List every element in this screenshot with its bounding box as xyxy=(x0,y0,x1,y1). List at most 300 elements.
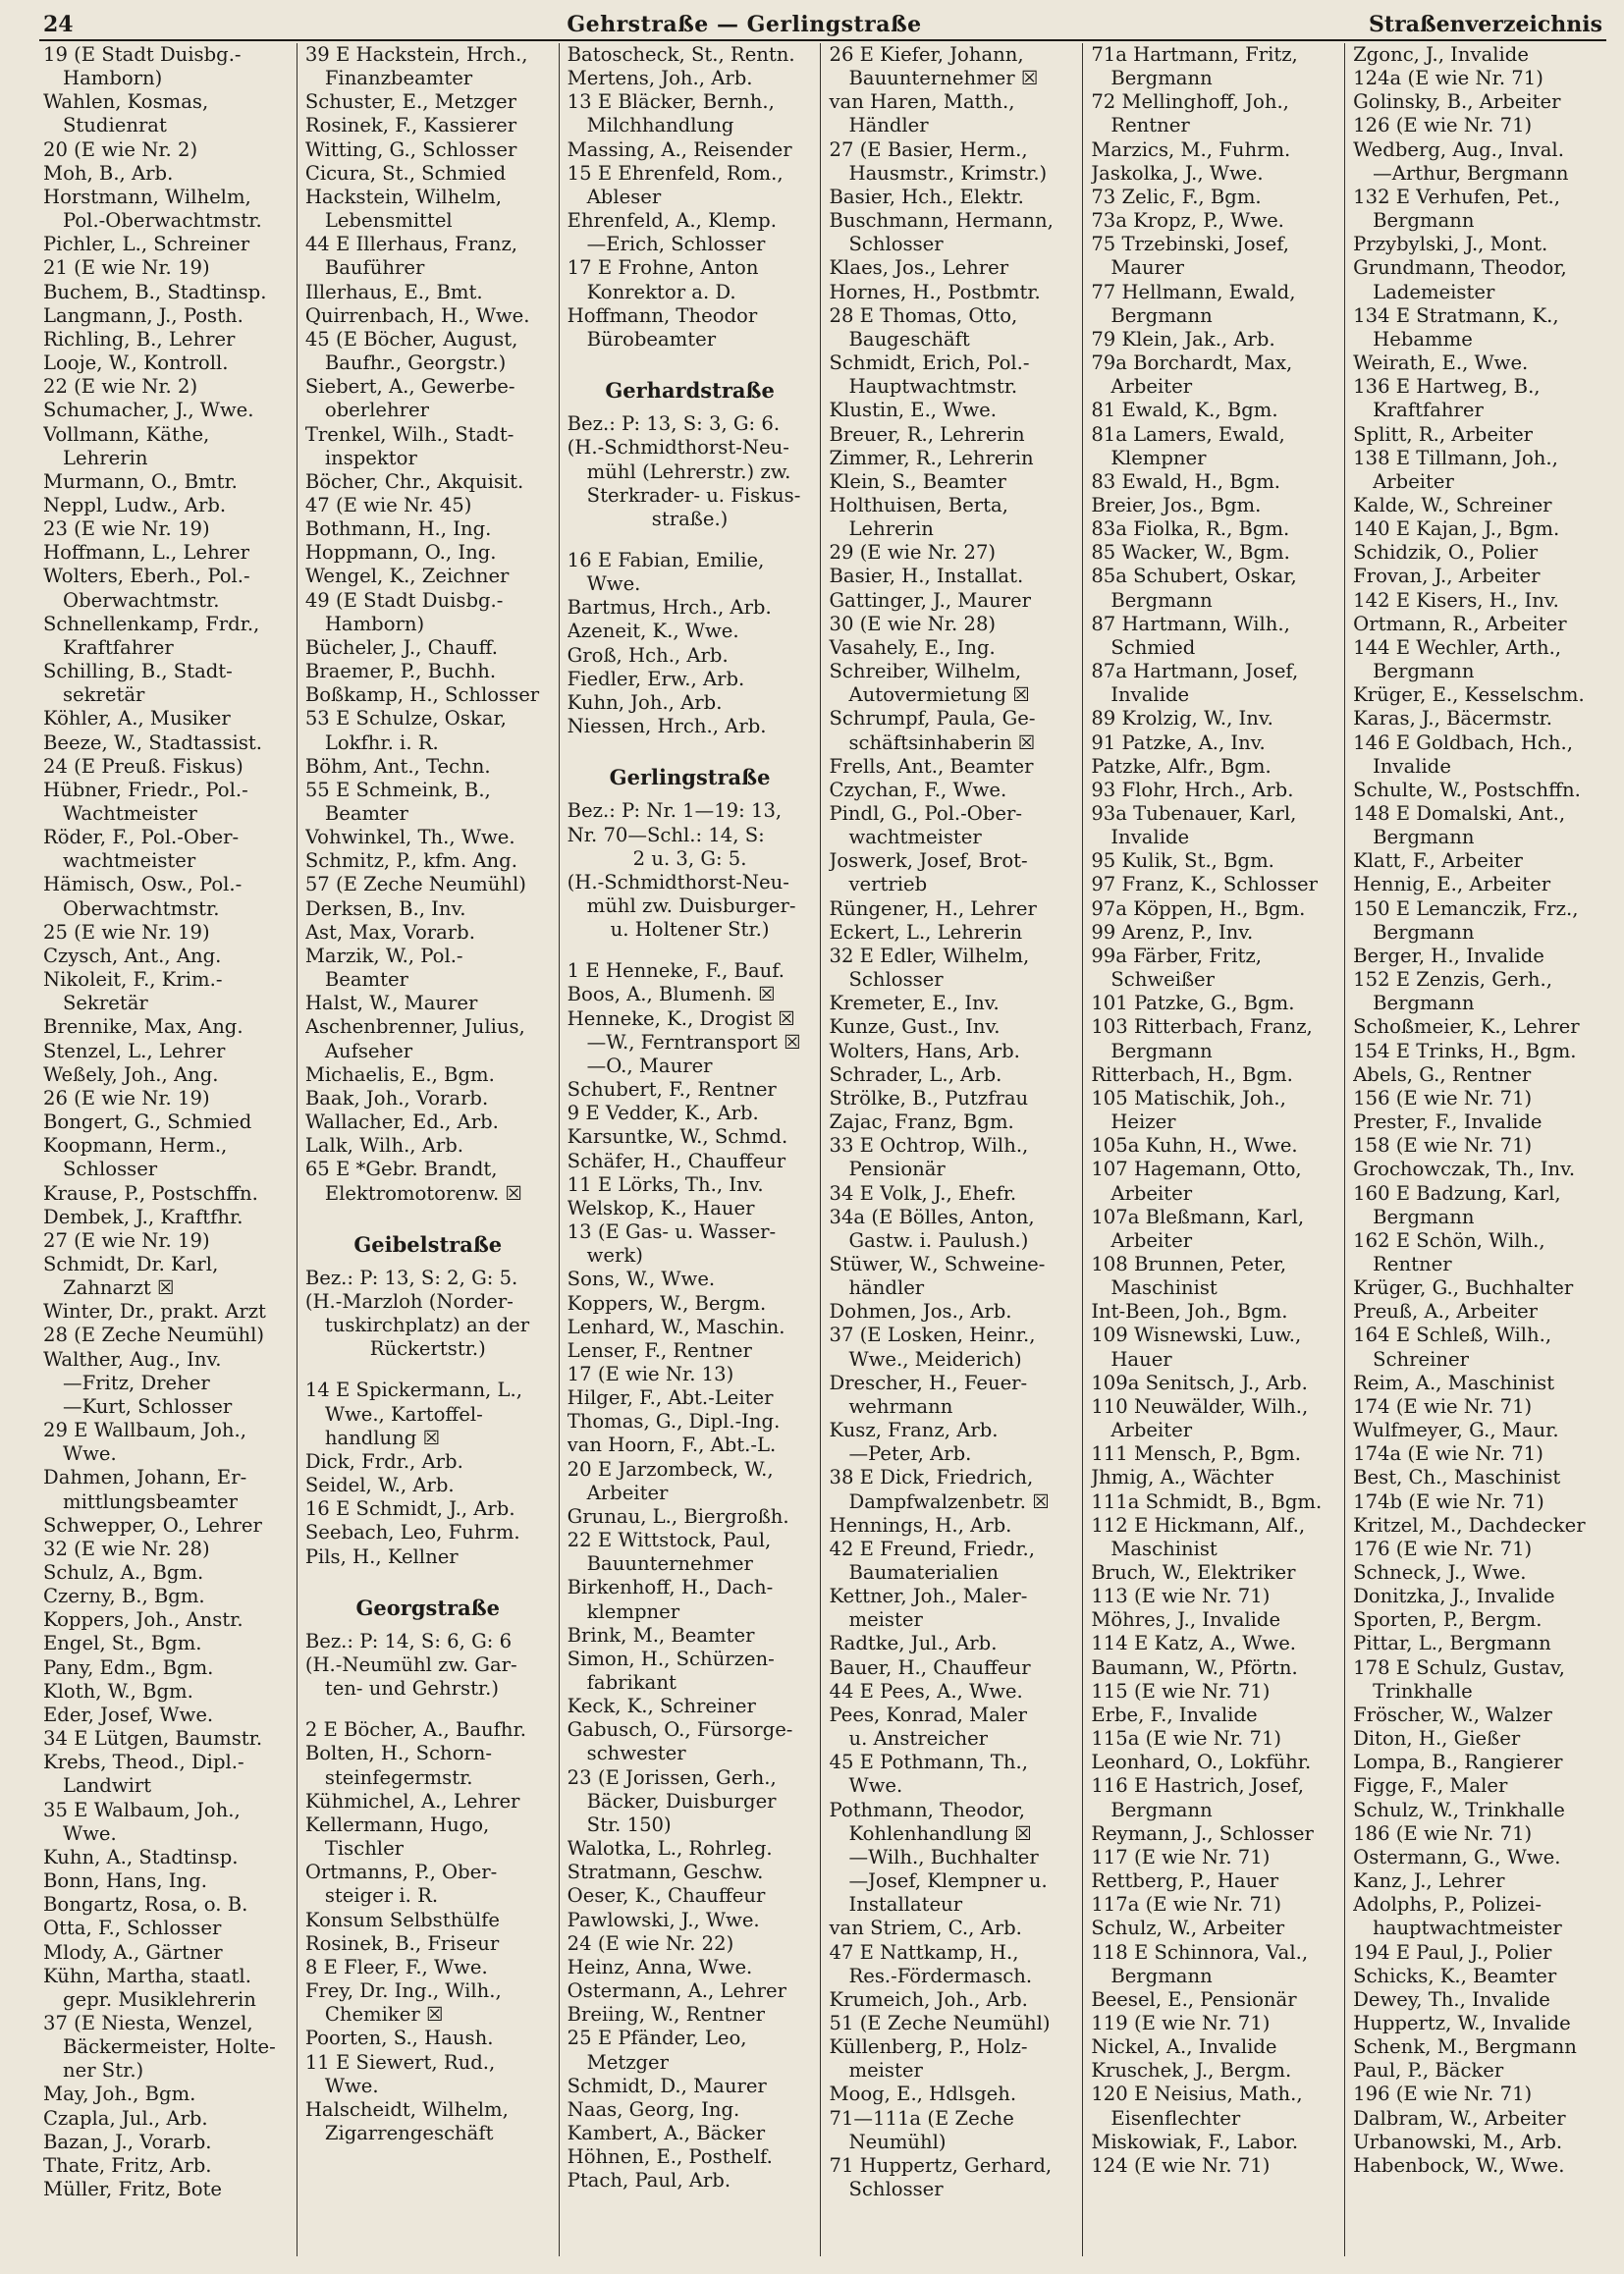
entry-line: Vohwinkel, Th., Wwe. xyxy=(304,826,515,849)
entry-line: 178 E Schulz, Gustav, xyxy=(1353,1655,1565,1679)
entry-line: steiger i. R. xyxy=(324,1884,439,1908)
entry-line: Hübner, Friedr., Pol.- xyxy=(43,778,248,801)
entry-line: 176 (E wie Nr. 71) xyxy=(1353,1537,1533,1560)
entry-line: Studienrat xyxy=(63,114,167,137)
entry-line: Pawlowski, J., Wwe. xyxy=(567,1908,760,1931)
entry-line: 27 (E wie Nr. 19) xyxy=(43,1228,210,1252)
entry-line: Tischler xyxy=(324,1837,405,1861)
entry-line: Pees, Konrad, Maler xyxy=(829,1703,1028,1726)
entry-line: 17 E Frohne, Anton xyxy=(567,256,759,280)
entry-line: Stüwer, W., Schweine- xyxy=(829,1252,1046,1275)
entry-line: Berger, H., Invalide xyxy=(1353,944,1544,967)
entry-line: Bauer, H., Chauffeur xyxy=(829,1655,1031,1679)
entry-line: Installateur xyxy=(848,1893,963,1917)
entry-line: Wwe. xyxy=(63,1821,117,1845)
entry-line: Grochowczak, Th., Inv. xyxy=(1353,1158,1576,1181)
entry-line: Hornes, H., Postbmtr. xyxy=(829,280,1041,303)
entry-line: Ast, Max, Vorarb. xyxy=(304,920,475,944)
entry-line: 22 (E wie Nr. 2) xyxy=(43,375,198,399)
entry-line: Grunau, L., Biergroßh. xyxy=(567,1504,789,1528)
entry-line: 22 E Wittstock, Paul, xyxy=(567,1529,772,1552)
entry-line: 124a (E wie Nr. 71) xyxy=(1353,67,1543,90)
entry-line: van Striem, C., Arb. xyxy=(829,1917,1022,1940)
entry-line: Hilger, F., Abt.-Leiter xyxy=(567,1386,774,1410)
entry-line: Wallacher, Ed., Arb. xyxy=(304,1110,499,1134)
entry-line: 24 (E Preuß. Fiskus) xyxy=(43,754,244,778)
entry-line: Bauführer xyxy=(324,256,425,280)
entry-line: Rentner xyxy=(1373,1252,1452,1275)
entry-line: Stenzel, L., Lehrer xyxy=(43,1039,226,1062)
entry-line: Dick, Frdr., Arb. xyxy=(304,1449,463,1473)
entry-line: Frovan, J., Arbeiter xyxy=(1353,565,1541,588)
entry-line: Bergmann xyxy=(1110,1798,1213,1821)
entry-line: 77 Hellmann, Ewald, xyxy=(1091,280,1296,303)
entry-line: Bez.: P: 14, S: 6, G: 6 xyxy=(304,1629,513,1652)
entry-line: Reymann, J., Schlosser xyxy=(1091,1821,1314,1845)
entry-line: 25 E Pfänder, Leo, xyxy=(567,2027,747,2050)
entry-line: Kühmichel, A., Lehrer xyxy=(304,1789,520,1813)
entry-line: 26 E Kiefer, Johann, xyxy=(829,43,1024,66)
entry-line: Invalide xyxy=(1110,826,1190,849)
spacer xyxy=(568,942,813,959)
entry-line: Ableser xyxy=(586,185,662,208)
entry-line: Kohlenhandlung ☒ xyxy=(848,1821,1032,1845)
entry-line: 114 E Katz, A., Wwe. xyxy=(1091,1632,1297,1655)
entry-line: Preuß, A., Arbeiter xyxy=(1353,1300,1539,1324)
entry-line: 154 E Trinks, H., Bgm. xyxy=(1353,1039,1577,1062)
entry-line: Konrektor a. D. xyxy=(586,280,736,303)
entry-line: Koppers, W., Bergm. xyxy=(567,1291,767,1315)
entry-line: Siebert, A., Gewerbe- xyxy=(304,375,515,399)
entry-line: 138 E Tillmann, Joh., xyxy=(1353,446,1558,469)
entry-line: Lenser, F., Rentner xyxy=(567,1338,752,1362)
entry-line: 144 E Wechler, Arth., xyxy=(1353,635,1562,659)
entry-line: Bergmann xyxy=(1110,1964,1213,1987)
entry-line: 89 Krolzig, W., Inv. xyxy=(1091,707,1273,731)
entry-line: Nickel, A., Invalide xyxy=(1091,2035,1277,2059)
entry-line: 105 Matischik, Joh., xyxy=(1091,1086,1286,1110)
entry-line: handlung ☒ xyxy=(324,1426,441,1449)
entry-line: Schulz, W., Trinkhalle xyxy=(1353,1798,1565,1821)
entry-line: steinfegermstr. xyxy=(324,1765,473,1789)
entry-line: werk) xyxy=(586,1244,643,1268)
entry-line: tuskirchplatz) an der xyxy=(324,1314,530,1337)
entry-line: Krumeich, Joh., Arb. xyxy=(829,1987,1028,2011)
entry-line: Seidel, W., Arb. xyxy=(304,1474,455,1497)
entry-line: Bergmann xyxy=(1110,588,1213,612)
entry-line: Autovermietung ☒ xyxy=(848,683,1030,707)
entry-line: Wolters, Eberh., Pol.- xyxy=(43,565,250,588)
entry-line: inspektor xyxy=(324,446,417,469)
entry-line: Drescher, H., Feuer- xyxy=(829,1371,1028,1394)
entry-line: Sterkrader- u. Fiskus- xyxy=(586,483,801,507)
entry-line: 11 E Siewert, Rud., xyxy=(304,2050,496,2074)
entry-line: Neppl, Ludw., Arb. xyxy=(43,493,227,516)
entry-line: 91 Patzke, A., Inv. xyxy=(1091,731,1266,754)
entry-line: Lenhard, W., Maschin. xyxy=(567,1315,785,1338)
entry-line: 72 Mellinghoff, Joh., xyxy=(1091,90,1289,114)
column-4 xyxy=(820,43,1082,2256)
entry-line: Wwe., Meiderich) xyxy=(848,1347,1022,1371)
entry-line: Schenk, M., Bergmann xyxy=(1353,2035,1577,2059)
column-3 xyxy=(559,43,821,2256)
entry-line: 13 (E Gas- u. Wasser- xyxy=(567,1220,777,1244)
entry-line: Eckert, L., Lehrerin xyxy=(829,920,1023,944)
entry-line: Bolten, H., Schorn- xyxy=(304,1742,493,1765)
entry-line: 113 (E wie Nr. 71) xyxy=(1091,1585,1271,1608)
entry-line: 132 E Verhufen, Pet., xyxy=(1353,185,1561,208)
entry-line: Rosinek, F., Kassierer xyxy=(304,114,517,137)
entry-line: 156 (E wie Nr. 71) xyxy=(1353,1086,1533,1110)
entry-line: Beeze, W., Stadtassist. xyxy=(43,731,262,754)
entry-line: Welskop, K., Hauer xyxy=(567,1196,755,1219)
entry-line: Weirath, E., Wwe. xyxy=(1353,352,1529,375)
entry-line: Birkenhoff, H., Dach- xyxy=(567,1576,774,1599)
entry-line: 108 Brunnen, Peter, xyxy=(1091,1252,1287,1275)
entry-line: Elektromotorenw. ☒ xyxy=(324,1181,522,1205)
entry-line: Vollmann, Käthe, xyxy=(43,422,210,446)
entry-line: 34a (E Bölles, Anton, xyxy=(829,1205,1035,1228)
entry-line: 34 E Lütgen, Baumstr. xyxy=(43,1727,263,1751)
entry-line: Donitzka, J., Invalide xyxy=(1353,1585,1555,1608)
entry-line: Lehrerin xyxy=(63,446,148,469)
entry-line: Joswerk, Josef, Brot- xyxy=(829,849,1028,873)
entry-line: (H.-Schmidthorst-Neu- xyxy=(567,870,789,893)
entry-line: Basier, H., Installat. xyxy=(829,565,1024,588)
entry-line: 23 (E Jorissen, Gerh., xyxy=(567,1765,777,1789)
entry-line: Rückertstr.) xyxy=(369,1337,486,1361)
entry-line: 44 E Illerhaus, Franz, xyxy=(304,233,518,256)
entry-line: Leonhard, O., Lokführ. xyxy=(1091,1751,1312,1774)
entry-line: Metzger xyxy=(586,2050,670,2074)
entry-line: Bergmann xyxy=(1373,992,1475,1015)
entry-line: 34 E Volk, J., Ehefr. xyxy=(829,1181,1017,1205)
entry-line: Thate, Fritz, Arb. xyxy=(43,2153,212,2177)
entry-line: Schrader, L., Arb. xyxy=(829,1062,1002,1086)
entry-line: van Hoorn, F., Abt.-L. xyxy=(567,1434,777,1457)
entry-line: 111a Schmidt, B., Bgm. xyxy=(1091,1489,1323,1513)
entry-line: 103 Ritterbach, Franz, xyxy=(1091,1015,1313,1039)
entry-line: Schuster, E., Metzger xyxy=(304,90,517,114)
entry-line: Arbeiter xyxy=(1110,1419,1193,1442)
entry-line: Schubert, F., Rentner xyxy=(567,1078,777,1102)
entry-line: —Kurt, Schlosser xyxy=(63,1394,233,1418)
running-title: Gehrstraße — Gerlingstraße xyxy=(567,12,922,37)
entry-line: Klempner xyxy=(1110,446,1207,469)
entry-line: 27 (E Basier, Herm., xyxy=(829,137,1028,161)
entry-line: Pensionär xyxy=(848,1158,946,1181)
entry-line: Maschinist xyxy=(1110,1537,1218,1560)
entry-line: 71—111a (E Zeche xyxy=(829,2106,1014,2130)
entry-line: 140 E Kajan, J., Bgm. xyxy=(1353,517,1560,541)
entry-line: Schilling, B., Stadt- xyxy=(43,660,233,683)
entry-line: Fröscher, W., Walzer xyxy=(1353,1703,1552,1726)
entry-line: Bergmann xyxy=(1110,67,1213,90)
entry-line: Breiing, W., Rentner xyxy=(567,2003,765,2027)
entry-line: 28 (E Zeche Neumühl) xyxy=(43,1324,265,1347)
entry-line: Ritterbach, H., Bgm. xyxy=(1091,1062,1293,1086)
entry-line: 39 E Hackstein, Hrch., xyxy=(304,43,528,66)
entry-line: 79 Klein, Jak., Arb. xyxy=(1091,327,1275,351)
entry-line: Kanz, J., Lehrer xyxy=(1353,1869,1505,1893)
entry-line: Dewey, Th., Invalide xyxy=(1353,1987,1550,2011)
entry-line: Wengel, K., Zeichner xyxy=(304,565,510,588)
entry-line: Buschmann, Hermann, xyxy=(829,209,1054,233)
entry-line: Schmitz, P., kfm. Ang. xyxy=(304,849,517,873)
entry-line: Dembek, J., Kraftfhr. xyxy=(43,1205,244,1228)
entry-line: —Josef, Klempner u. xyxy=(848,1869,1048,1893)
entry-line: wachtmeister xyxy=(63,849,196,873)
entry-line: Best, Ch., Maschinist xyxy=(1353,1466,1561,1489)
entry-line: 47 (E wie Nr. 45) xyxy=(304,493,472,516)
entry-line: Kambert, A., Bäcker xyxy=(567,2121,766,2144)
column-1 xyxy=(39,43,297,2256)
entry-line: Murmann, O., Bmtr. xyxy=(43,469,238,493)
entry-line: 8 E Fleer, F., Wwe. xyxy=(304,1955,488,1978)
entry-line: Abels, G., Rentner xyxy=(1353,1062,1532,1086)
entry-line: Res.-Fördermasch. xyxy=(848,1964,1033,1987)
entry-line: Czerny, B., Bgm. xyxy=(43,1585,205,1608)
entry-line: Schweißer xyxy=(1110,968,1216,992)
entry-line: Karsuntke, W., Schmd. xyxy=(567,1125,788,1149)
entry-line: Brennike, Max, Ang. xyxy=(43,1015,244,1039)
entry-line: Bergmann xyxy=(1373,920,1475,944)
entry-line: Horstmann, Wilhelm, xyxy=(43,185,251,208)
entry-line: fabrikant xyxy=(586,1671,677,1694)
entry-line: Halst, W., Maurer xyxy=(304,992,478,1015)
entry-line: 9 E Vedder, K., Arb. xyxy=(567,1102,759,1125)
entry-line: 194 E Paul, J., Polier xyxy=(1353,1940,1552,1964)
entry-line: Wwe. xyxy=(848,1774,903,1798)
entry-line: Kloth, W., Bgm. xyxy=(43,1679,193,1703)
entry-line: mittlungsbeamter xyxy=(63,1489,238,1513)
entry-line: Schicks, K., Beamter xyxy=(1353,1964,1557,1987)
entry-line: Klaes, Jos., Lehrer xyxy=(829,256,1009,280)
entry-line: 51 (E Zeche Neumühl) xyxy=(829,2011,1051,2034)
entry-line: 29 E Wallbaum, Joh., xyxy=(43,1419,246,1442)
entry-line: 115 (E wie Nr. 71) xyxy=(1091,1679,1271,1703)
entry-line: 37 (E Losken, Heinr., xyxy=(829,1324,1036,1347)
entry-line: 19 (E Stadt Duisbg.- xyxy=(43,43,242,66)
entry-line: Dampfwalzenbetr. ☒ xyxy=(848,1489,1050,1513)
entry-line: Schmied xyxy=(1110,635,1196,659)
entry-line: 95 Kulik, St., Bgm. xyxy=(1091,849,1274,873)
entry-line: 116 E Hastrich, Josef, xyxy=(1091,1774,1304,1798)
entry-line: Miskowiak, F., Labor. xyxy=(1091,2130,1299,2153)
entry-line: Eisenflechter xyxy=(1110,2106,1241,2130)
entry-line: Mertens, Joh., Arb. xyxy=(567,67,753,90)
columns-container xyxy=(39,43,1606,2256)
entry-line: Moog, E., Hdlsgeh. xyxy=(829,2083,1017,2106)
page-number: 24 xyxy=(43,12,74,37)
entry-line: Breuer, R., Lehrerin xyxy=(829,422,1025,446)
entry-line: Sons, W., Wwe. xyxy=(567,1268,716,1291)
entry-line: 21 (E wie Nr. 19) xyxy=(43,256,210,280)
entry-line: Aufseher xyxy=(324,1039,413,1062)
entry-line: —Arthur, Bergmann xyxy=(1373,161,1569,185)
entry-line: wachtmeister xyxy=(848,826,982,849)
entry-line: Schulte, W., Postschffn. xyxy=(1353,778,1581,801)
entry-line: Bergmann xyxy=(1110,303,1213,327)
entry-line: 107 Hagemann, Otto, xyxy=(1091,1158,1302,1181)
entry-line: Beamter xyxy=(324,968,408,992)
entry-line: Hoppmann, O., Ing. xyxy=(304,541,497,565)
street-heading: Gerhardstraße xyxy=(605,379,775,404)
entry-line: 85a Schubert, Oskar, xyxy=(1091,565,1297,588)
entry-line: Trenkel, Wilh., Stadt- xyxy=(304,422,514,446)
entry-line: 97 Franz, K., Schlosser xyxy=(1091,873,1318,896)
entry-line: Hamborn) xyxy=(63,67,163,90)
entry-line: Beesel, E., Pensionär xyxy=(1091,1987,1297,2011)
entry-line: Bez.: P: 13, S: 3, G: 6. xyxy=(567,412,781,436)
entry-line: Marzics, M., Fuhrm. xyxy=(1091,137,1291,161)
entry-line: 45 (E Böcher, August, xyxy=(304,327,518,351)
entry-line: gepr. Musiklehrerin xyxy=(63,1987,256,2011)
entry-line: Rüngener, H., Lehrer xyxy=(829,896,1037,920)
entry-line: Hennig, E., Arbeiter xyxy=(1353,873,1551,896)
entry-line: 93a Tubenauer, Karl, xyxy=(1091,802,1297,825)
entry-line: Przybylski, J., Mont. xyxy=(1353,233,1548,256)
entry-line: 20 (E wie Nr. 2) xyxy=(43,137,198,161)
entry-line: Schmidt, Erich, Pol.- xyxy=(829,352,1030,375)
entry-line: 148 E Domalski, Ant., xyxy=(1353,802,1566,825)
entry-line: ten- und Gehrstr.) xyxy=(324,1677,500,1701)
entry-line: 196 (E wie Nr. 71) xyxy=(1353,2083,1533,2106)
entry-line: Wwe. xyxy=(586,572,641,596)
entry-line: Maschinist xyxy=(1110,1276,1218,1300)
entry-line: Weßely, Joh., Ang. xyxy=(43,1062,219,1086)
entry-line: 45 E Pothmann, Th., xyxy=(829,1751,1028,1774)
entry-line: Wwe. xyxy=(324,2074,379,2097)
entry-line: 25 (E wie Nr. 19) xyxy=(43,920,210,944)
entry-line: Pils, H., Kellner xyxy=(304,1544,459,1568)
entry-line: Wahlen, Kosmas, xyxy=(43,90,209,114)
entry-line: —Peter, Arb. xyxy=(848,1442,972,1466)
entry-line: Bez.: P: 13, S: 2, G: 5. xyxy=(304,1266,518,1289)
entry-line: 73a Kropz, P., Wwe. xyxy=(1091,209,1284,233)
entry-line: Pany, Edm., Bgm. xyxy=(43,1655,214,1679)
entry-line: Boßkamp, H., Schlosser xyxy=(304,683,540,707)
entry-line: Bartmus, Hrch., Arb. xyxy=(567,596,772,620)
entry-line: Bonn, Hans, Ing. xyxy=(43,1869,207,1893)
entry-line: 158 (E wie Nr. 71) xyxy=(1353,1134,1533,1158)
entry-line: 57 (E Zeche Neumühl) xyxy=(304,873,526,896)
entry-line: Gabusch, O., Fürsorge- xyxy=(567,1718,793,1742)
entry-line: Richling, B., Lehrer xyxy=(43,327,236,351)
entry-line: Simon, H., Schürzen- xyxy=(567,1647,775,1670)
entry-line: 164 E Schleß, Wilh., xyxy=(1353,1324,1552,1347)
entry-line: 71a Hartmann, Fritz, xyxy=(1091,43,1298,66)
entry-line: Ostermann, G., Wwe. xyxy=(1353,1845,1561,1868)
entry-line: Witting, G., Schlosser xyxy=(304,137,517,161)
entry-line: Dalbram, W., Arbeiter xyxy=(1353,2106,1566,2130)
entry-line: Engel, St., Bgm. xyxy=(43,1632,202,1655)
entry-line: Jhmig, A., Wächter xyxy=(1091,1466,1274,1489)
entry-line: 124 (E wie Nr. 71) xyxy=(1091,2153,1271,2177)
entry-line: 16 E Fabian, Emilie, xyxy=(567,548,765,571)
entry-line: 32 E Edler, Wilhelm, xyxy=(829,944,1030,967)
entry-line: Erbe, F., Invalide xyxy=(1091,1703,1258,1726)
entry-line: Kritzel, M., Dachdecker xyxy=(1353,1513,1586,1537)
entry-line: Moh, B., Arb. xyxy=(43,161,174,185)
entry-line: straße.) xyxy=(651,507,729,530)
entry-line: Huppertz, W., Invalide xyxy=(1353,2011,1571,2034)
entry-line: Pichler, L., Schreiner xyxy=(43,233,250,256)
entry-line: Radtke, Jul., Arb. xyxy=(829,1632,998,1655)
entry-line: 174a (E wie Nr. 71) xyxy=(1353,1442,1543,1466)
entry-line: Ostermann, A., Lehrer xyxy=(567,1979,786,2003)
entry-line: —O., Maurer xyxy=(586,1054,713,1077)
entry-line: Lademeister xyxy=(1373,280,1495,303)
entry-line: 112 E Hickmann, Alf., xyxy=(1091,1513,1306,1537)
entry-line: Otta, F., Schlosser xyxy=(43,1917,222,1940)
entry-line: Bürobeamter xyxy=(586,327,717,351)
entry-line: Henneke, K., Drogist ☒ xyxy=(567,1006,795,1030)
entry-line: 20 E Jarzombeck, W., xyxy=(567,1457,774,1481)
entry-line: —Fritz, Dreher xyxy=(63,1371,210,1394)
entry-line: Hauer xyxy=(1110,1347,1172,1371)
entry-line: Krause, P., Postschffn. xyxy=(43,1181,258,1205)
entry-line: Rentner xyxy=(1110,114,1190,137)
street-heading: Geibelstraße xyxy=(353,1232,503,1257)
entry-line: Lompa, B., Rangierer xyxy=(1353,1751,1563,1774)
entry-line: Kraftfahrer xyxy=(63,635,174,659)
entry-line: Batoscheck, St., Rentn. xyxy=(567,43,795,66)
entry-line: 83 Ewald, H., Bgm. xyxy=(1091,469,1281,493)
entry-line: Bez.: P: Nr. 1—19: 13, xyxy=(567,799,783,823)
entry-line: 1 E Henneke, F., Bauf. xyxy=(567,959,785,983)
entry-line: Karas, J., Bäcermstr. xyxy=(1353,707,1553,731)
entry-line: 13 E Bläcker, Bernh., xyxy=(567,90,775,114)
entry-line: Finanzbeamter xyxy=(324,67,473,90)
entry-line: 99a Färber, Fritz, xyxy=(1091,944,1262,967)
entry-line: Lalk, Wilh., Arb. xyxy=(304,1134,464,1158)
entry-line: 37 (E Niesta, Wenzel, xyxy=(43,2011,253,2034)
entry-line: Bergmann xyxy=(1373,209,1475,233)
entry-line: Prester, F., Invalide xyxy=(1353,1110,1543,1134)
entry-line: Rettberg, P., Hauer xyxy=(1091,1869,1279,1893)
entry-line: Arbeiter xyxy=(1110,1228,1193,1252)
entry-line: Pothmann, Theodor, xyxy=(829,1798,1025,1821)
entry-line: 93 Flohr, Hrch., Arb. xyxy=(1091,778,1294,801)
entry-line: Krüger, E., Kesselschm. xyxy=(1353,683,1585,707)
section-title: Straßenverzeichnis xyxy=(1369,12,1602,37)
entry-line: Milchhandlung xyxy=(586,114,734,137)
entry-line: 162 E Schön, Wilh., xyxy=(1353,1228,1545,1252)
entry-line: Boos, A., Blumenh. ☒ xyxy=(567,983,776,1006)
entry-line: 81 Ewald, K., Bgm. xyxy=(1091,399,1278,422)
entry-line: Mlody, A., Gärtner xyxy=(43,1940,223,1964)
entry-line: 99 Arenz, P., Inv. xyxy=(1091,920,1254,944)
entry-line: Frey, Dr. Ing., Wilh., xyxy=(304,1979,502,2003)
entry-line: Oeser, K., Chauffeur xyxy=(567,1884,766,1908)
entry-line: Walotka, L., Rohrleg. xyxy=(567,1837,773,1861)
entry-line: Vasahely, E., Ing. xyxy=(829,635,996,659)
entry-line: Aschenbrenner, Julius, xyxy=(304,1015,525,1039)
entry-line: Hoffmann, L., Lehrer xyxy=(43,541,250,565)
entry-line: Kruschek, J., Bergm. xyxy=(1091,2059,1292,2083)
entry-line: Wolters, Hans, Arb. xyxy=(829,1039,1020,1062)
entry-line: hauptwachtmeister xyxy=(1373,1917,1562,1940)
entry-line: (H.-Marzloh (Norder- xyxy=(304,1289,514,1313)
entry-line: Int-Been, Joh., Bgm. xyxy=(1091,1300,1288,1324)
entry-line: Hauptwachtmstr. xyxy=(848,375,1018,399)
entry-line: Neumühl) xyxy=(848,2130,947,2153)
entry-line: Kraftfahrer xyxy=(1373,399,1484,422)
entry-line: Patzke, Alfr., Bgm. xyxy=(1091,754,1272,778)
entry-line: Poorten, S., Haush. xyxy=(304,2027,494,2050)
entry-line: Bongartz, Rosa, o. B. xyxy=(43,1893,248,1917)
